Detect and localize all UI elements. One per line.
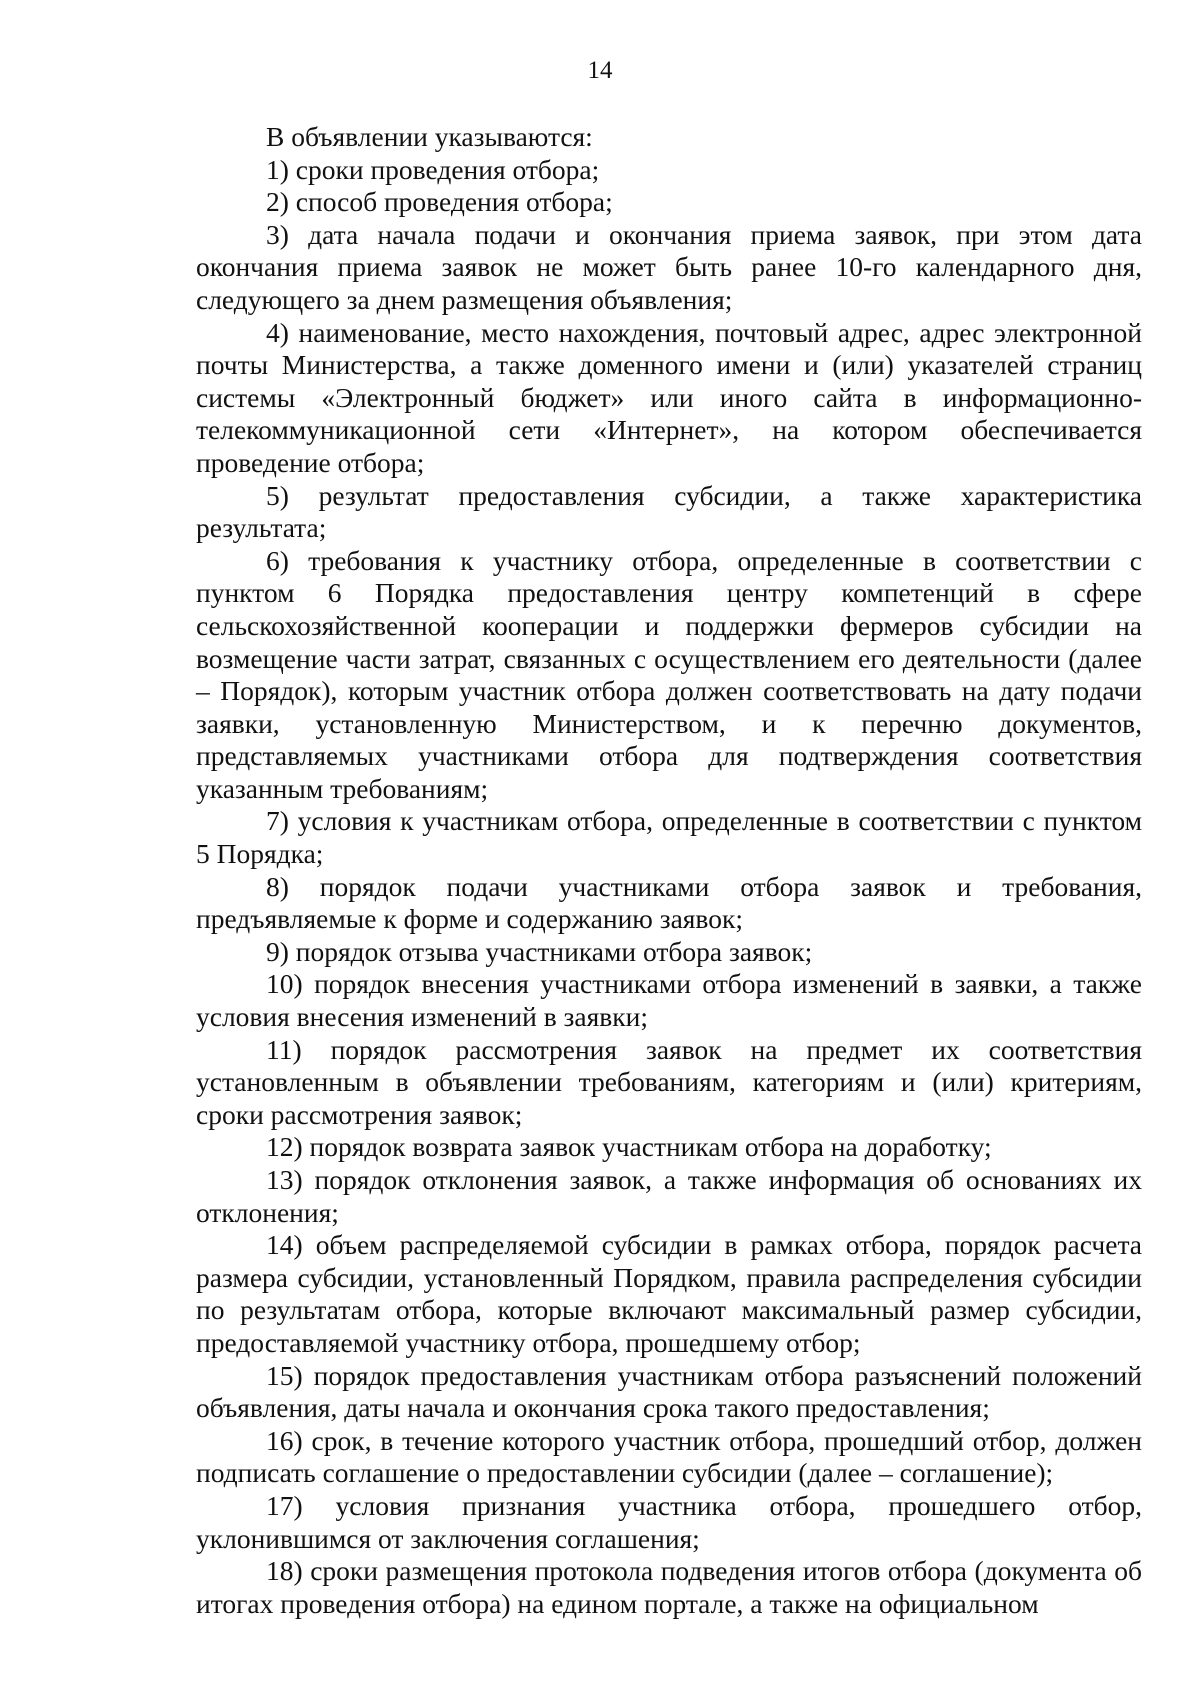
list-item-13: 13) порядок отклонения заявок, а также информация об основаниях их отклонения;	[196, 1164, 1142, 1228]
list-item-9: 9) порядок отзыва участниками отбора заявок;	[266, 935, 813, 967]
list-item-2: 2) способ проведения отбора;	[266, 186, 613, 218]
list-item-15: 15) порядок предоставления участникам отбора разъяснений положений объявления, даты начала и окончания срока такого предоставления;	[196, 1359, 1142, 1424]
list-item-3: 3) дата начала подачи и окончания приема заявок, при этом дата окончания приема заявок не может быть ранее 10-го календарного дня, следующего за днем размещения объявления;	[196, 218, 1142, 315]
list-item-11: 11) порядок рассмотрения заявок на предмет их соответствия установленным в объявлении требованиям, категориям и (или) критериям, сроки рассмотрения заявок;	[196, 1033, 1142, 1130]
page-number: 14	[587, 57, 613, 84]
list-item-10: 10) порядок внесения участниками отбора изменений в заявки, а также условия внесения изменений в заявки;	[196, 968, 1142, 1033]
paragraph-intro: В объявлении указываются:	[266, 121, 593, 152]
list-item-5: 5) результат предоставления субсидии, а также характеристика результата;	[196, 479, 1142, 544]
list-item-16: 16) срок, в течение которого участник отбора, прошедший отбор, должен подписать соглашение о предоставлении субсидии (далее – соглашение);	[196, 1424, 1142, 1489]
list-item-14: 14) объем распределяемой субсидии в рамках отбора, порядок расчета размера субсидии, установленный Порядком, правила распределения субсидии по результатам отбора, которые включают максимальный размер субсидии, предоставляемой участнику отбора, прошедшему отбор;	[196, 1229, 1142, 1358]
list-item-7: 7) условия к участникам отбора, определенные в соответствии с пунктом 5 Порядка;	[196, 805, 1142, 870]
document-body	[196, 121, 1142, 1620]
list-item-1: 1) сроки проведения отбора;	[266, 153, 600, 185]
list-item-4: 4) наименование, место нахождения, почтовый адрес, адрес электронной почты Министерства, а также доменного имени и (или) указателей страниц системы «Электронный бюджет» или иного сайта в информационно-телекоммуникационной сети «Интернет», на котором обеспечивается проведение отбора;	[196, 316, 1142, 478]
list-item-12: 12) порядок возврата заявок участникам отбора на доработку;	[266, 1131, 992, 1163]
list-item-18: 18) сроки размещения протокола подведения итогов отбора (документа об итогах проведения отбора) на едином портале, а также на официальном	[196, 1555, 1142, 1619]
list-item-6: 6) требования к участнику отбора, определенные в соответствии с пунктом 6 Порядка предоставления центру компетенций в сфере сельскохозяйственной кооперации и поддержки фермеров субсидии на возмещение части затрат, связанных с осуществлением его деятельности (далее – Порядок), которым участник отбора должен соответствовать на дату подачи заявки, установленную Министерством, и к перечню документов, представляемых участниками отбора для подтверждения соответствия указанным требованиям;	[196, 544, 1142, 804]
list-item-8: 8) порядок подачи участниками отбора заявок и требования, предъявляемые к форме и содержанию заявок;	[196, 870, 1142, 935]
list-item-17: 17) условия признания участника отбора, прошедшего отбор, уклонившимся от заключения соглашения;	[196, 1489, 1142, 1554]
